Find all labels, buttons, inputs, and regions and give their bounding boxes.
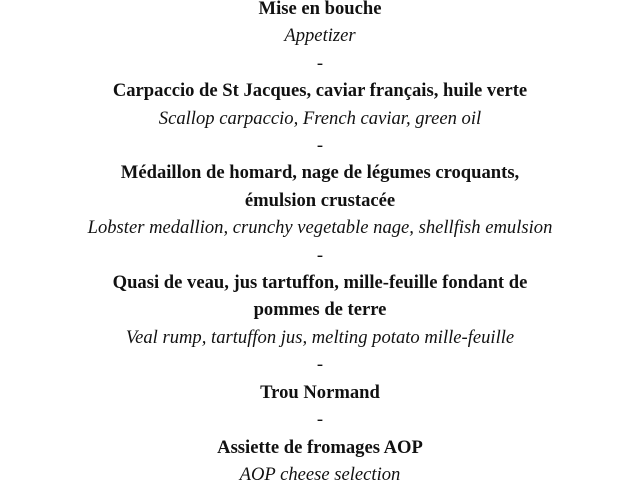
course-title-cont: pommes de terre [0, 296, 640, 323]
separator: - [0, 406, 640, 433]
course-carpaccio [0, 77, 640, 132]
course-translation: AOP cheese selection [0, 461, 640, 488]
course-translation: Scallop carpaccio, French caviar, green oil [0, 105, 640, 132]
separator: - [0, 50, 640, 77]
course-title: Quasi de veau, jus tartuffon, mille-feuille fondant de [0, 269, 640, 296]
course-title-cont: émulsion crustacée [0, 187, 640, 214]
separator: - [0, 351, 640, 378]
separator: - [0, 132, 640, 159]
course-translation: Lobster medallion, crunchy vegetable nage, shellfish emulsion [0, 214, 640, 241]
course-homard [0, 159, 640, 241]
course-translation: Veal rump, tartuffon jus, melting potato mille-feuille [0, 324, 640, 351]
course-translation: Appetizer [0, 22, 640, 49]
course-title: Médaillon de homard, nage de légumes croquants, [0, 159, 640, 186]
course-title: Trou Normand [0, 379, 640, 406]
course-mise-en-bouche [0, 0, 640, 50]
course-title: Carpaccio de St Jacques, caviar français, huile verte [0, 77, 640, 104]
course-trou-normand [0, 379, 640, 406]
course-title: Assiette de fromages AOP [0, 434, 640, 461]
course-title: Mise en bouche [0, 0, 640, 22]
separator: - [0, 242, 640, 269]
course-quasi-de-veau [0, 269, 640, 351]
